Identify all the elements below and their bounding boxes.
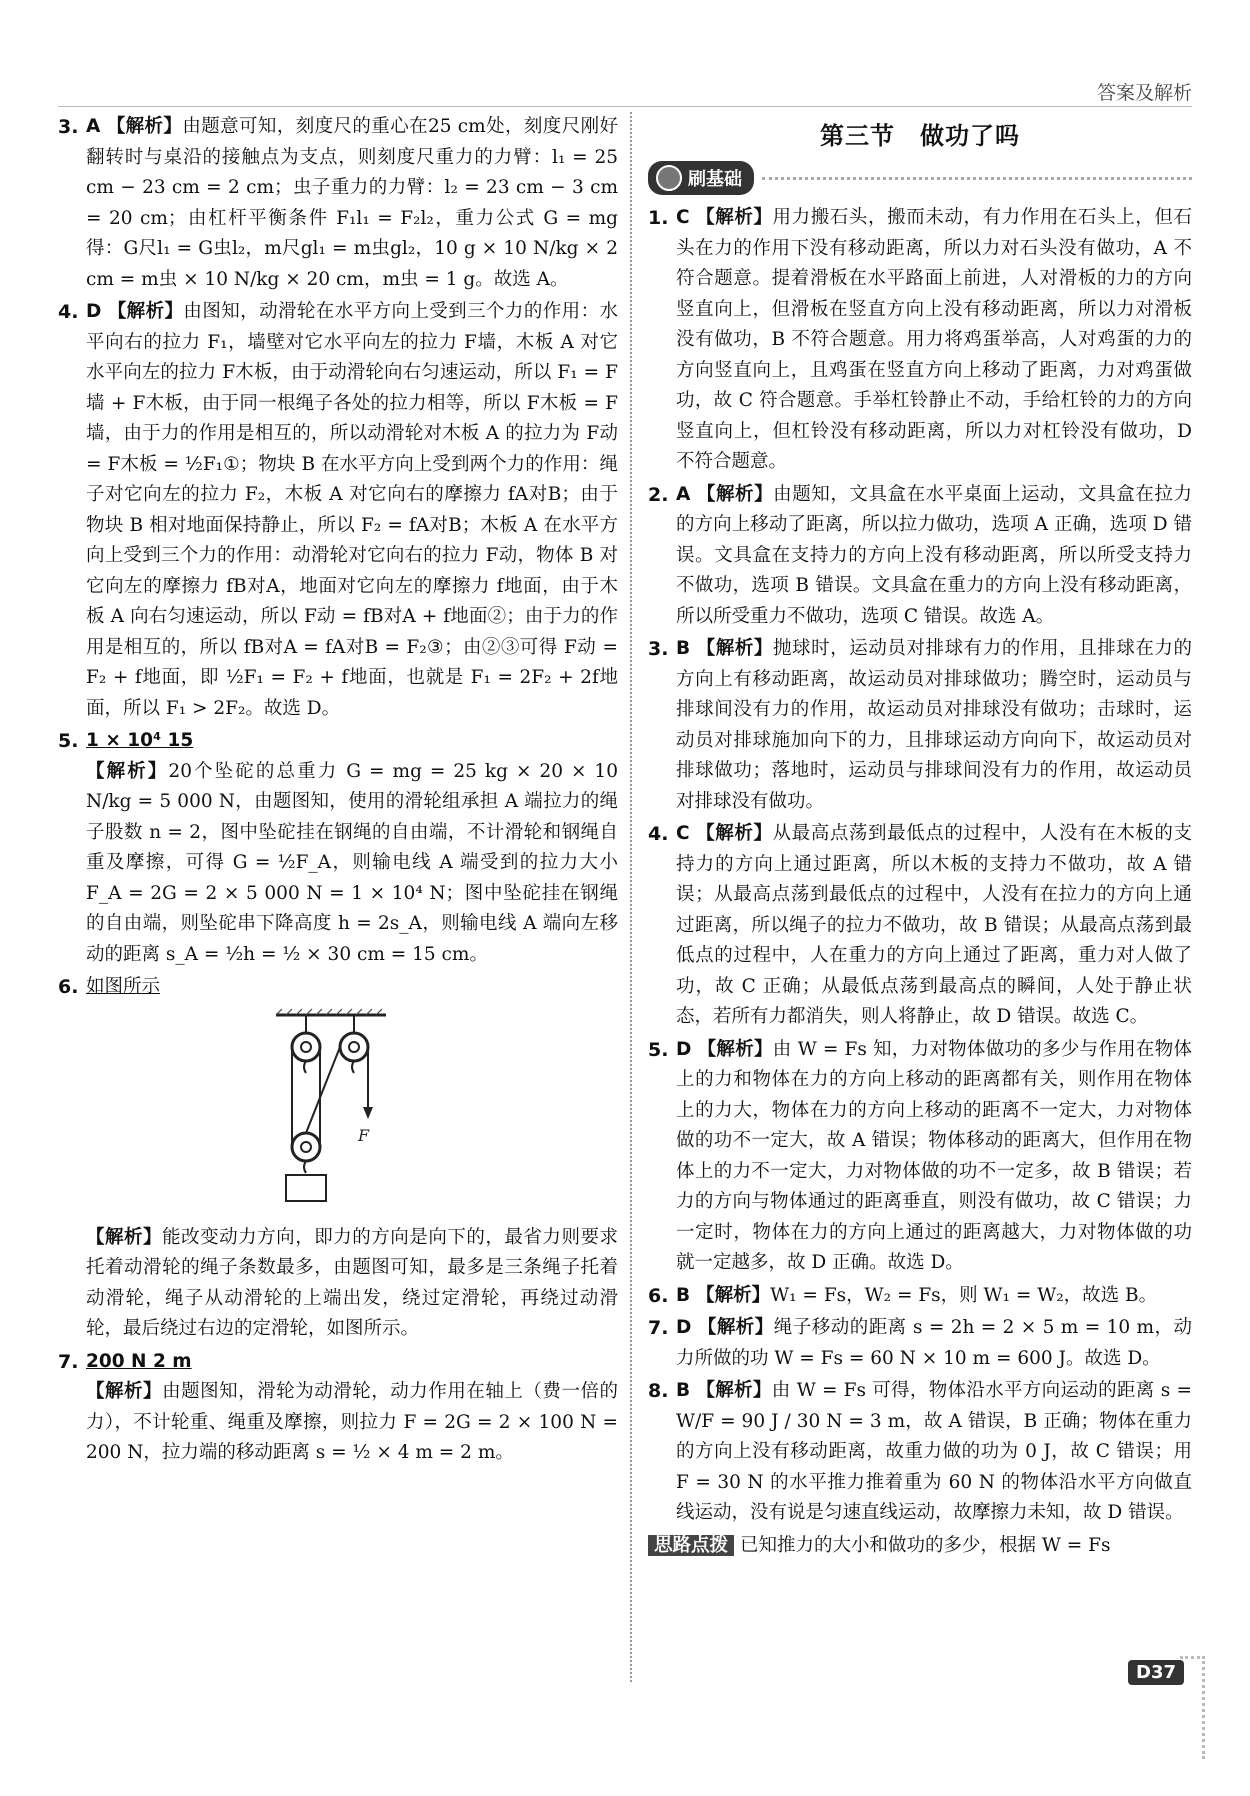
analysis-text: 由题知，文具盒在水平桌面上运动，文具盒在拉力的方向上移动了距离，所以拉力做功，选项 A 正确，选项 D 错误。文具盒在支持力的方向上没有移动距离，所以所受支持力不做功，选项 B 错误。文具盒在重力的方向上没有移动距离，所以所受重力不做功，选项 C 错误。故选 A。 xyxy=(676,483,1192,627)
item-answer: C xyxy=(676,823,690,844)
badge-row xyxy=(648,161,1192,195)
header-title: 答案及解析 xyxy=(1096,82,1192,104)
analysis-tag: 【解析】 xyxy=(696,1284,771,1306)
analysis-tag: 【解析】 xyxy=(696,483,774,505)
corner-dots xyxy=(1180,1656,1205,1759)
item-answer: 200 N 2 m xyxy=(86,1350,192,1372)
answer-item xyxy=(58,726,618,970)
item-answer: B xyxy=(676,1380,691,1401)
page-number: D37 xyxy=(1128,1660,1184,1685)
analysis-text: 用力搬石头，搬而未动，有力作用在石头上，但石头在力的作用下没有移动距离，所以力对石头没有做功，A 不符合题意。提着滑板在水平路面上前进，人对滑板的力的方向竖直向上，但滑板在竖直方向上没有移动距离，所以力对滑板没有做功，B 不符合题意。用力将鸡蛋举高，人对鸡蛋的力的方向竖直向上，且鸡蛋在竖直方向上移动了距离，力对鸡蛋做功，故 C 符合题意。手举杠铃静止不动，手给杠铃的力的方向竖直向上，但杠铃没有移动距离，所以力对杠铃没有做功，D 不符合题意。 xyxy=(676,207,1192,472)
answer-item xyxy=(648,634,1192,817)
tip-text: 已知推力的大小和做功的多少，根据 W = Fs xyxy=(740,1534,1111,1556)
analysis-text: 由 W = Fs 可得，物体沿水平方向运动的距离 s = W/F = 90 J / 30 N = 3 m，故 A 错误，B 正确；物体在重力的方向上没有移动距离，故重力做的功为 0 J，故 C 错误；用 F = 30 N 的水平推力推着重为 60 N 的物体沿水平方向做直线运动，没有说是匀速直线运动，故摩擦力未知，故 D 错误。 xyxy=(676,1380,1192,1523)
item-number: 6. xyxy=(58,976,79,998)
section-badge xyxy=(648,161,754,195)
analysis-text: 从最高点荡到最低点的过程中，人没有在木板的支持力的方向上通过距离，所以木板的支持力不做功，故 A 错误；从最高点荡到最低点的过程中，人没有在拉力的方向上通过距离，所以绳子的拉力不做功，故 B 错误；从最高点荡到最低点的过程中，人在重力的方向上通过了距离，重力对人做了功，故 C 正确；从最低点荡到最高点的瞬间，人处于静止状态，若所有力都消失，则人将静止，故 D 错误。故选 C。 xyxy=(676,823,1192,1027)
answer-item xyxy=(58,972,618,1345)
answer-item xyxy=(648,203,1192,478)
answer-item xyxy=(648,1281,1192,1312)
answer-item xyxy=(58,1347,618,1469)
item-answer: C xyxy=(676,207,690,228)
badge-label: 刷基础 xyxy=(688,169,742,190)
item-number: 1. xyxy=(648,207,669,229)
analysis-text: 抛球时，运动员对排球有力的作用，且排球在力的方向上有移动距离，故运动员对排球做功；腾空时，运动员与排球间没有力的作用，故运动员对排球没有做功；击球时，运动员对排球施加向下的力，且排球运动方向向下，故运动员对排球做功；落地时，运动员与排球间没有力的作用，故运动员对排球没有做功。 xyxy=(676,638,1192,812)
item-answer: B xyxy=(676,1284,691,1306)
item-answer: B xyxy=(676,638,691,659)
item-number: 4. xyxy=(58,301,79,323)
answer-item xyxy=(648,480,1192,633)
analysis-tag: 【解析】 xyxy=(695,207,773,228)
item-number: 7. xyxy=(58,1350,79,1373)
analysis-text: 由图知，动滑轮在水平方向上受到三个力的作用：水平向右的拉力 F₁，墙壁对它水平向左的拉力 F墙，木板 A 对它水平向左的拉力 F木板，由于动滑轮向右匀速运动，所以 F₁ = F墙 + F木板，由于同一根绳子各处的拉力相等，所以 F木板 = F墙，由于力的作用是相互的，所以动滑轮对木板 A 的拉力为 F动 = F木板 = ½F₁①；物块 B 在水平方向上受到两个力的作用：绳子对它向左的拉力 F₂，木板 A 对它向右的摩擦力 fA对B；由于物块 B 相对地面保持静止，所以 F₂ = fA对B；木板 A 在水平方向上受到三个力的作用：动滑轮对它向右的拉力 F动，物体 B 对它向左的摩擦力 fB对A，地面对它向左的摩擦力 f地面，由于木板 A 向右匀速运动，所以 F动 = fB对A + f地面②；由于力的作用是相互的，所以 fB对A = fA对B = F₂③；由②③可得 F动 = F₂ + f地面，即 ½F₁ = F₂ + f地面，也就是 F₁ = 2F₂ + 2f地面，所以 F₁ > 2F₂。故选 D。 xyxy=(86,301,618,719)
analysis-tag: 【解析】 xyxy=(86,1381,163,1402)
section-title: 第三节 做功了吗 xyxy=(820,122,1020,150)
force-label: F xyxy=(358,1125,370,1145)
header-divider xyxy=(58,106,1192,107)
analysis-tag: 【解析】 xyxy=(696,638,773,659)
item-number: 4. xyxy=(648,823,669,845)
answer-item xyxy=(58,297,618,724)
answer-item xyxy=(648,819,1192,1033)
column-divider xyxy=(630,112,632,1682)
item-number: 7. xyxy=(648,1317,669,1339)
item-answer: A xyxy=(86,116,101,137)
right-column xyxy=(648,112,1192,1563)
left-column xyxy=(58,112,618,1471)
analysis-tag: 【解析】 xyxy=(106,116,183,137)
badge-dots xyxy=(762,177,1192,180)
analysis-text: 绳子移动的距离 s = 2h = 2 × 5 m = 10 m，动力所做的功 W = Fs = 60 N × 10 m = 600 J。故选 D。 xyxy=(676,1317,1192,1369)
item-answer: 1 × 10⁴ 15 xyxy=(86,730,194,751)
analysis-tag: 【解析】 xyxy=(696,1380,772,1401)
analysis-text: 由题意可知，刻度尺的重心在25 cm处，刻度尺刚好翻转时与桌沿的接触点为支点，则刻度尺重力的力臂：l₁ = 25 cm − 23 cm = 2 cm；虫子重力的力臂：l₂ = 23 cm − 3 cm = 20 cm；由杠杆平衡条件 F₁l₁ = F₂l₂，重力公式 G = mg 得：G尺l₁ = G虫l₂，m尺gl₁ = m虫gl₂，10 g × 10 N/kg × 2 cm = m虫 × 10 N/kg × 20 cm，m虫 = 1 g。故选 A。 xyxy=(86,116,618,290)
pulley-figure xyxy=(86,1007,618,1217)
analysis-text: 由题图知，滑轮为动滑轮，动力作用在轴上（费一倍的力），不计轮重、绳重及摩擦，则拉力 F = 2G = 2 × 100 N = 200 N，拉力端的移动距离 s = ½ × 4 m = 2 m。 xyxy=(86,1381,618,1463)
item-number: 6. xyxy=(648,1284,669,1307)
answer-item xyxy=(648,1313,1192,1374)
answer-item xyxy=(58,112,618,295)
item-answer: D xyxy=(676,1038,692,1060)
analysis-tag: 【解析】 xyxy=(107,301,184,322)
item-answer: D xyxy=(86,301,102,322)
answer-item xyxy=(648,1376,1192,1529)
analysis-tag: 【解析】 xyxy=(86,1226,163,1248)
item-number: 3. xyxy=(58,116,79,138)
item-answer: A xyxy=(676,483,691,505)
item-number: 2. xyxy=(648,483,669,506)
load-block xyxy=(286,1175,326,1201)
item-number: 8. xyxy=(648,1380,669,1402)
brush-icon xyxy=(656,165,682,191)
analysis-text: 能改变动力方向，即力的方向是向下的，最省力则要求托着动滑轮的绳子条数最多，由题图可知，最多是三条绳子托着动滑轮，绳子从动滑轮的上端出发，绕过定滑轮，再绕过动滑轮，最后绕过右边的定滑轮，如图所示。 xyxy=(86,1226,618,1339)
answer-item xyxy=(648,1035,1192,1279)
pulley-diagram xyxy=(86,1007,626,1217)
item-answer: D xyxy=(676,1317,692,1338)
analysis-tag: 【解析】 xyxy=(86,760,169,782)
item-number: 5. xyxy=(648,1038,669,1061)
analysis-tag: 【解析】 xyxy=(697,1038,773,1060)
analysis-text: 由 W = Fs 知，力对物体做功的多少与作用在物体上的力和物体在力的方向上移动的距离都有关，则作用在物体上的力大，物体在力的方向上移动的距离不一定大，力对物体做的功不一定大，故 A 错误；物体移动的距离大，但作用在物体上的力不一定大，力对物体做的功不一定多，故 B 错误；若力的方向与物体通过的距离垂直，则没有做功，故 C 错误；力一定时，物体在力的方向上通过的距离越大，力对物体做的功就一定越多，故 D 正确。故选 D。 xyxy=(676,1038,1192,1273)
analysis-tag: 【解析】 xyxy=(697,1317,774,1338)
tip-label: 思路点拨 xyxy=(648,1535,734,1556)
item-number: 5. xyxy=(58,730,79,752)
tip-box xyxy=(648,1531,1192,1562)
force-arrow-icon xyxy=(363,1107,373,1119)
analysis-text: W₁ = Fs，W₂ = Fs，则 W₁ = W₂，故选 B。 xyxy=(770,1284,1158,1306)
item-answer: 如图所示 xyxy=(86,976,161,997)
analysis-tag: 【解析】 xyxy=(695,823,773,844)
analysis-text: 20个坠砣的总重力 G = mg = 25 kg × 20 × 10 N/kg = 5 000 N，由题图知，使用的滑轮组承担 A 端拉力的绳子股数 n = 2，图中坠砣挂在钢绳的自由端，不计滑轮和钢绳自重及摩擦，可得 G = ½F_A，则输电线 A 端受到的拉力大小 F_A = 2G = 2 × 5 000 N = 1 × 10⁴ N；图中坠砣挂在钢绳的自由端，则坠砣串下降高度 h = 2s_A，则输电线 A 端向左移动的距离 s_A = ½h = ½ × 30 cm = 15 cm。 xyxy=(86,760,618,965)
item-number: 3. xyxy=(648,638,669,660)
